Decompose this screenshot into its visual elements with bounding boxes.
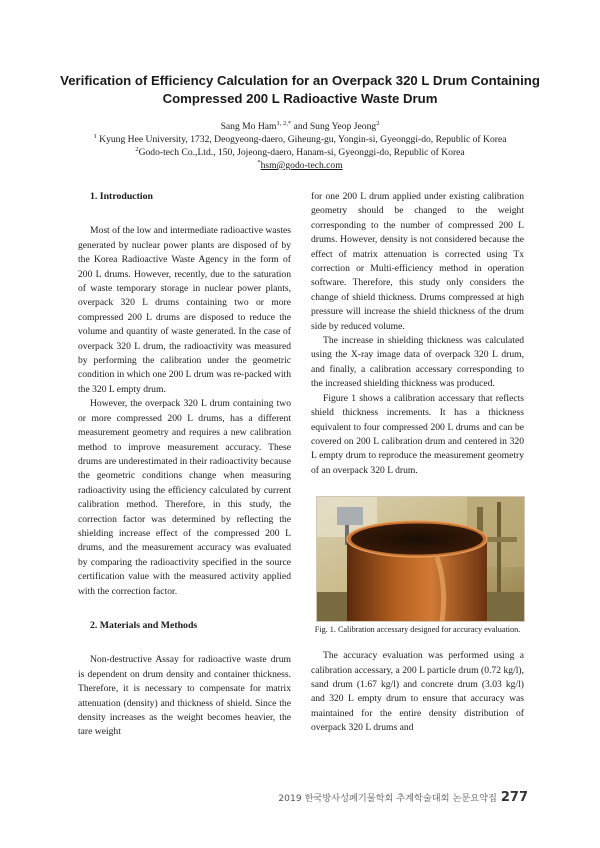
author-2: Sung Yeop Jeong (309, 121, 377, 132)
intro-paragraph-1: Most of the low and intermediate radioactive wastes generated by nuclear power plants are disposed of by the Korea Radioactive Waste Agency in the form of 200 L drums. However, recently, due to the saturation of waste temporary storage in nuclear power plants, overpack 320 L drums containing two or more compressed 200 L drums are disposed to reduce the volume and quantity of waste generated. In the case of overpack 320 L drum, the radioactivity was measured by performing the calibration under the geometric condition in which one 200 L drum was re-packed with the 320 L empty drum. (78, 225, 291, 395)
affiliation-2 (60, 146, 540, 159)
page-number: 277 (500, 790, 528, 805)
figure-1-photo (316, 496, 525, 622)
left-column (78, 190, 291, 740)
right-paragraph-2: The increase in shielding thickness was calculated using the X-ray image data of overpack 320 L drum, and finally, a calibration accessary corresponding to the increased shielding thickness was produced. (311, 335, 524, 390)
author-block (60, 120, 540, 172)
author-2-affiliation-mark: 2 (376, 119, 380, 127)
right-paragraph-4: The accuracy evaluation was performed using a calibration accessary, a 200 L particle drum (0.72 kg/l), sand drum (1.67 kg/l) and concrete drum (3.03 kg/l) and 320 L empty drum to ensure that accuracy was maintained for the entire density distribution of overpack 320 L drums and (311, 650, 524, 734)
email-link[interactable]: hsm@godo-tech.com (260, 160, 343, 171)
corresponding-mark: * (257, 158, 261, 166)
paper-title (60, 72, 540, 108)
author-names (60, 120, 540, 133)
author-1-affiliation-mark: 1, 2,* (276, 119, 292, 127)
methods-paragraph-1: Non-destructive Assay for radioactive waste drum is dependent on drum density and container thickness. Therefore, it is necessary to compensate for matrix attenuation (density) and thickness of shield. Since the density increases as the weight becomes heavier, the tare weight (78, 654, 291, 738)
figure-1-caption: Fig. 1. Calibration accessary designed for accuracy evaluation. (314, 625, 521, 635)
author-1: Sang Mo Ham (220, 121, 277, 132)
corresponding-email (60, 159, 540, 172)
right-column (311, 190, 524, 736)
section-heading-introduction: 1. Introduction (90, 191, 153, 202)
title-line-2: Compressed 200 L Radioactive Waste Drum (162, 91, 438, 106)
affiliation-2-mark: 2 (135, 145, 139, 153)
conference-name: 2019 한국방사성폐기물학회 추계학술대회 논문요약집 (278, 793, 497, 804)
calibration-accessary-photo (317, 497, 524, 621)
right-paragraph-3: Figure 1 shows a calibration accessary that reflects shield thickness increments. It has a thickness equivalent to four compressed 200 L drums and can be covered on 200 L calibration drum and centered in 320 L empty drum to reproduce the measurement geometry of an overpack 320 L drum. (311, 392, 524, 476)
section-heading-methods: 2. Materials and Methods (90, 619, 198, 631)
affiliation-1 (60, 133, 540, 146)
page-footer (278, 790, 528, 805)
author-conjunction: and (291, 121, 310, 132)
title-line-1: Verification of Efficiency Calculation for an Overpack 320 L Drum Containing (60, 73, 540, 88)
affiliation-1-mark: 1 (93, 132, 97, 140)
intro-paragraph-2: However, the overpack 320 L drum containing two or more compressed 200 L drums, has a different measurement geometry and requires a new calibration method to improve measurement accuracy. These drums are underestimated in their radioactivity because the geometric conditions change when measuring radioactivity using the efficiency calculated by current calibration method. Therefore, in this study, the correction factor was determined by reflecting the shielding increase effect of the compressed 200 L drums, and the measurement accuracy was evaluated by comparing the radioactivity specified in the source certification value with the measured activity applied with the correction factor. (78, 398, 291, 597)
affiliation-1-text: Kyung Hee University, 1732, Deogyeong-daero, Giheung-gu, Yongin-si, Gyeonggi-do, Republic of Korea (96, 134, 507, 145)
affiliation-2-text: Godo-tech Co.,Ltd., 150, Jojeong-daero, Hanam-si, Gyeonggi-do, Republic of Korea (138, 147, 465, 158)
right-paragraph-1: for one 200 L drum applied under existing calibration geometry should be changed to the weight corresponding to the number of compressed 200 L drums. However, density is not considered because the effect of matrix attenuation is corrected using Tx correction or Multi-efficiency method in operation software. Therefore, this study only considers the change of shield thickness. Drums compressed at high pressure will increase the shield thickness of the drum side by reduced volume. (311, 191, 524, 332)
